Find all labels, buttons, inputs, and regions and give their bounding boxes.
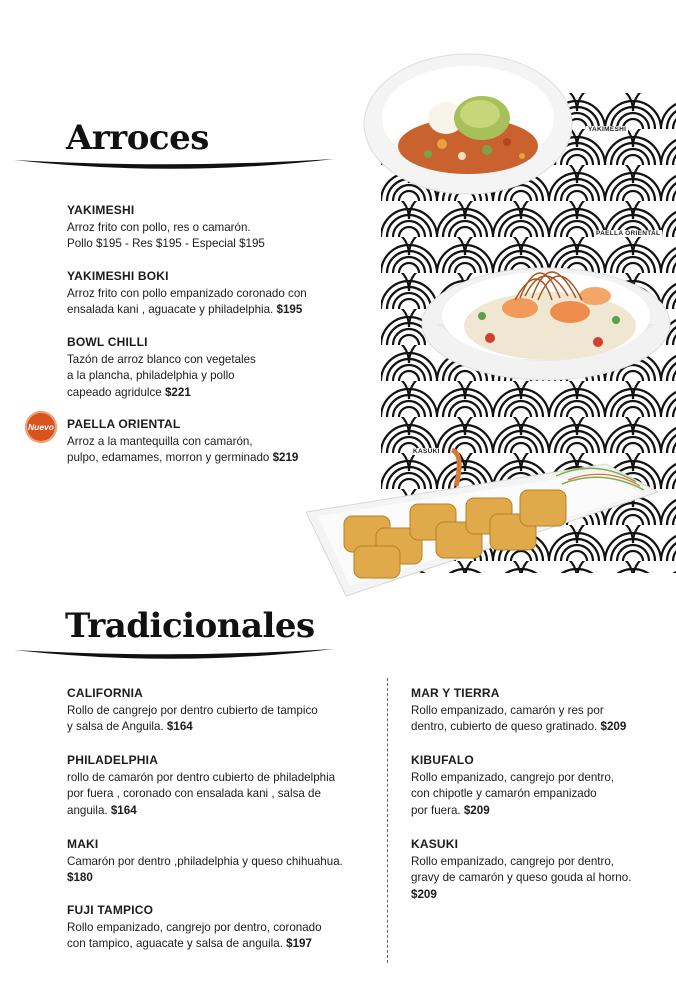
item-name: KIBUFALO (411, 753, 474, 767)
item-name: YAKIMESHI BOKI (67, 269, 169, 283)
item-price: $164 (166, 720, 193, 733)
title-swoosh-divider (14, 646, 334, 666)
photo-label-kasuki: KASUKI (413, 448, 440, 455)
item-name: YAKIMESHI (67, 203, 135, 217)
item-description: Tazón de arroz blanco con vegetales a la plancha, philadelphia y pollo capeado agridulce (67, 352, 256, 399)
item-name: PAELLA ORIENTAL (67, 417, 181, 431)
item-description: Arroz frito con pollo, res o camarón. Pollo $195 - Res $195 - Especial $195 (67, 220, 265, 250)
item-description: Rollo empanizado, cangrejo por dentro, gravy de camarón y queso gouda al horno. (411, 854, 632, 884)
item-description: Camarón por dentro ,philadelphia y queso chihuahua. (67, 854, 343, 868)
menu-item-mar-y-tierra (411, 685, 666, 736)
item-price: $209 (411, 887, 437, 901)
column-divider (387, 678, 388, 963)
menu-item-yakimeshi (67, 202, 367, 253)
item-price: $219 (272, 451, 299, 464)
menu-item-california (67, 685, 377, 736)
item-name: KASUKI (411, 837, 459, 851)
menu-item-maki (67, 836, 377, 887)
item-name: PHILADELPHIA (67, 753, 159, 767)
section-title-arroces: Arroces (66, 118, 209, 158)
item-price: $209 (600, 720, 627, 733)
title-swoosh-divider (14, 156, 334, 176)
menu-item-kibufalo (411, 752, 666, 819)
item-description: Rollo empanizado, cangrejo por dentro, con chipotle y camarón empanizado por fuera. (411, 770, 615, 817)
item-description: rollo de camarón por dentro cubierto de philadelphia por fuera , coronado con ensalada kani , salsa de anguila. (67, 770, 336, 817)
item-price: $164 (110, 803, 137, 817)
item-name: MAKI (67, 837, 99, 851)
photo-label-paella-oriental: PAELLA ORIENTAL (596, 230, 661, 237)
item-price: $221 (164, 385, 191, 399)
item-price: $209 (463, 803, 490, 817)
item-name: BOWL CHILLI (67, 335, 148, 349)
item-name: CALIFORNIA (67, 686, 143, 700)
item-description: Rollo de cangrejo por dentro cubierto de tampico y salsa de Anguila. (67, 703, 318, 733)
item-description: Rollo empanizado, cangrejo por dentro, coronado con tampico, aguacate y salsa de anguila. (67, 920, 322, 950)
item-price: $180 (67, 871, 93, 884)
item-description: Arroz a la mantequilla con camarón, pulpo, edamames, morron y germinado (67, 434, 270, 464)
menu-item-philadelphia (67, 752, 377, 819)
section-title-tradicionales: Tradicionales (65, 606, 315, 646)
item-name: FUJI TAMPICO (67, 903, 154, 917)
kasuki-photo (306, 446, 658, 602)
menu-item-fuji-tampico (67, 902, 377, 953)
menu-item-bowl-chilli (67, 334, 367, 401)
item-price: $195 (276, 303, 303, 316)
menu-item-yakimeshi-boki (67, 268, 367, 319)
paella-oriental-photo (420, 238, 672, 390)
menu-item-kasuki (411, 836, 666, 903)
yakimeshi-photo (362, 46, 574, 206)
item-name: MAR Y TIERRA (411, 686, 500, 700)
item-price: $197 (286, 937, 312, 950)
photo-label-yakimeshi: YAKIMESHI (588, 126, 627, 133)
new-badge: Nuevo (25, 411, 57, 443)
item-description: Rollo empanizado, camarón y res por dentro, cubierto de queso gratinado. (411, 703, 604, 733)
item-description: Arroz frito con pollo empanizado coronado con ensalada kani , aguacate y philadelphia. (67, 286, 307, 316)
